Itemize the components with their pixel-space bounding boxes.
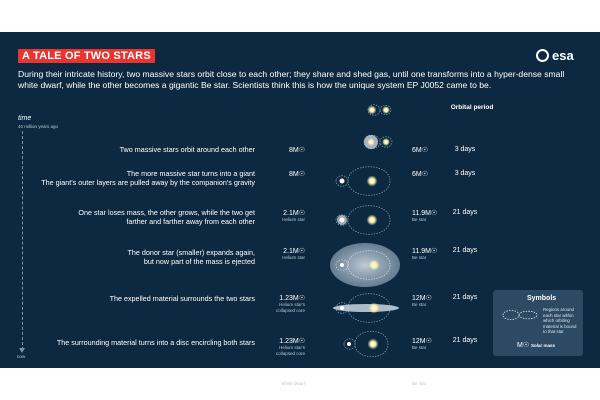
step-2-period: 3 days	[454, 170, 476, 177]
step-5-text: The expelled material surrounds the two stars	[109, 294, 255, 303]
mass-sublabel: Be star	[412, 255, 427, 260]
time-axis-end-label: now	[17, 354, 26, 359]
mass-sublabel: Be star	[412, 302, 427, 307]
mass-value: 2.1M☉	[283, 248, 305, 255]
donor-core	[340, 218, 345, 223]
poster-title: A TALE OF TWO STARS	[18, 49, 155, 63]
step-1-diagram	[368, 105, 392, 116]
step-text-line: The donor star (smaller) expands again,	[127, 248, 255, 257]
mass-value: 12M☉	[412, 295, 432, 302]
mass-value: 1.23M☉	[279, 338, 305, 345]
mass-value: 12M☉	[412, 338, 432, 345]
step-1-right-mass: 6M☉	[412, 147, 428, 154]
mass-value: 11.9M☉	[412, 248, 438, 255]
symbols-legend-title: Symbols	[527, 295, 557, 302]
step-7-text: The disc is expelled while the two stars get closer	[97, 374, 255, 383]
mass-value: 1.23M☉	[279, 374, 305, 381]
mass-sublabel-line: Helium star's	[279, 302, 305, 307]
collapsed-core	[340, 263, 344, 267]
step-1-left-mass: 8M☉	[289, 147, 305, 154]
mass-sublabel: Be star	[412, 345, 427, 350]
roche-lobe-description: Regions around each star within which orbiting material is bound to that star	[543, 307, 577, 334]
mass-value: 11.9M☉	[412, 210, 438, 217]
solar-mass-symbol: M☉	[517, 342, 530, 349]
be-star	[367, 176, 378, 187]
collapsed-core	[340, 306, 344, 310]
giant-star-core	[367, 138, 375, 146]
mass-sublabel: Helium star	[282, 217, 305, 222]
step-7-diagram	[344, 331, 388, 357]
step-3-period: 21 days	[452, 209, 478, 216]
time-axis-label: time	[18, 115, 32, 122]
solar-mass-description: Solar mass	[531, 343, 556, 348]
mass-value: 2.1M☉	[283, 210, 305, 217]
step-6-diagram	[333, 294, 399, 323]
mass-value: 12M☉	[412, 374, 432, 381]
infographic-poster	[0, 32, 600, 386]
step-2-left-mass: 8M☉	[289, 171, 305, 178]
roche-lobe-symbol-icon	[501, 307, 539, 323]
mass-sublabel-line: Helium star's	[279, 345, 305, 350]
star-companion	[382, 138, 390, 146]
step-text-line: The more massive star turns into a giant	[126, 169, 255, 178]
mass-sublabel: White dwarf	[281, 381, 305, 386]
mass-sublabel-line: collapsed core	[275, 307, 305, 313]
be-star	[369, 303, 380, 314]
step-2-diagram	[364, 135, 392, 149]
step-4-diagram	[336, 206, 390, 235]
step-5-period: 21 days	[452, 294, 478, 301]
star-primary	[368, 106, 377, 115]
step-7-left-mass	[279, 373, 305, 387]
helium-star	[340, 179, 345, 184]
step-6-period: 21 days	[452, 337, 478, 344]
intro-text: During their intricate history, two massive stars orbit close to each other; they share and shed gas, until one transforms into a hyper-dense small white dwarf, while the other becomes a gigantic Be star. Scientists think this is how the unique system EP J0052 came to be.	[18, 69, 565, 90]
step-7-right-mass	[412, 373, 432, 387]
be-star	[367, 215, 378, 226]
mass-sublabel-line: collapsed core	[275, 350, 305, 356]
step-4-period: 21 days	[452, 247, 478, 254]
step-text-line: The giant's outer layers are pulled away by the companion's gravity	[41, 178, 255, 187]
step-3-diagram	[336, 167, 390, 196]
symbols-legend	[493, 290, 583, 356]
step-7-period: 17 days	[452, 373, 478, 380]
step-text-line: but now part of the mass is ejected	[143, 257, 255, 266]
step-text-line: One star loses mass, the other grows, while the two get	[78, 208, 255, 217]
mass-sublabel: Helium star	[282, 255, 305, 260]
time-axis-sublabel: 40 million years ago	[18, 124, 59, 129]
orbital-period-header: Orbital period	[450, 104, 494, 111]
white-dwarf	[347, 342, 351, 346]
step-2-right-mass: 6M☉	[412, 171, 428, 178]
esa-logo-text: esa	[552, 48, 574, 63]
be-star	[369, 260, 380, 271]
step-6-text: The surrounding material turns into a disc encircling both stars	[56, 338, 255, 347]
step-5-diagram	[330, 243, 400, 287]
mass-sublabel: Be star	[412, 381, 427, 386]
mass-sublabel: Be star	[412, 217, 427, 222]
mass-value: 1.23M☉	[279, 295, 305, 302]
step-1-text: Two massive stars orbit around each other	[119, 145, 255, 154]
star-companion	[382, 106, 390, 114]
be-star	[368, 339, 379, 350]
step-text-line: farther and farther away from each other	[126, 217, 255, 226]
step-1-period: 3 days	[454, 146, 476, 153]
